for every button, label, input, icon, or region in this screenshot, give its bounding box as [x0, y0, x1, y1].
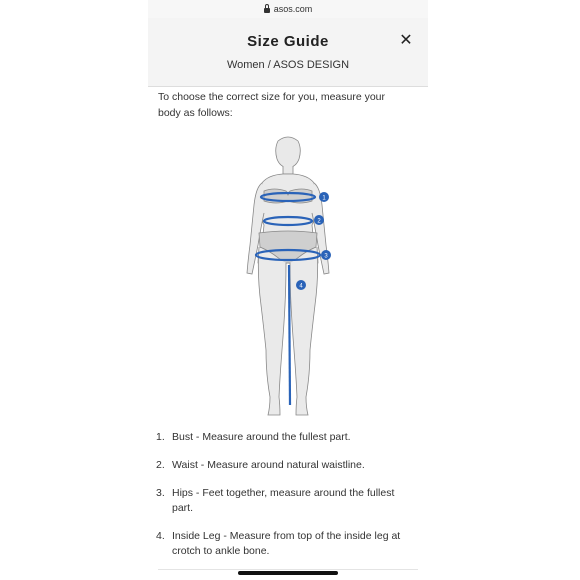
list-item [156, 486, 418, 516]
intro-text: To choose the correct size for you, measure your body as follows: [158, 91, 386, 119]
svg-text:1: 1 [322, 195, 326, 202]
size-guide-header [148, 18, 428, 87]
right-leg [290, 247, 318, 415]
divider [158, 569, 418, 570]
home-indicator[interactable] [238, 571, 338, 575]
close-icon[interactable]: ✕ [399, 32, 413, 49]
phone-screen [148, 0, 428, 580]
breadcrumb: Women / ASOS DESIGN [226, 59, 350, 71]
list-item-text: Hips - Feet together, measure around the fullest part. [172, 487, 395, 514]
marker-1 [319, 192, 329, 202]
marker-3 [321, 250, 331, 260]
list-item-text: Bust - Measure around the fullest part. [172, 431, 351, 443]
marker-4 [296, 280, 306, 290]
inside-leg-tape [289, 265, 290, 405]
list-item-number: 1. [156, 431, 165, 443]
svg-text:2: 2 [317, 218, 321, 225]
list-item-number: 2. [156, 459, 165, 471]
lock-icon [264, 8, 270, 13]
address-bar[interactable] [148, 0, 428, 18]
list-item [156, 430, 418, 445]
page-title: Size Guide [247, 33, 329, 50]
head [276, 137, 301, 168]
list-item-text: Inside Leg - Measure from top of the inside leg at crotch to ankle bone. [172, 530, 401, 557]
list-item [156, 458, 418, 473]
measurement-list [156, 430, 418, 572]
list-item [156, 529, 418, 559]
list-item-text: Waist - Measure around natural waistline. [172, 459, 365, 471]
left-leg [258, 247, 286, 415]
address-url: asos.com [273, 4, 313, 14]
list-item-number: 3. [156, 487, 165, 499]
svg-text:4: 4 [299, 283, 303, 290]
svg-text:3: 3 [324, 253, 328, 260]
marker-2 [314, 215, 324, 225]
body-measurement-figure [238, 135, 338, 420]
neck [283, 166, 293, 174]
list-item-number: 4. [156, 530, 165, 542]
